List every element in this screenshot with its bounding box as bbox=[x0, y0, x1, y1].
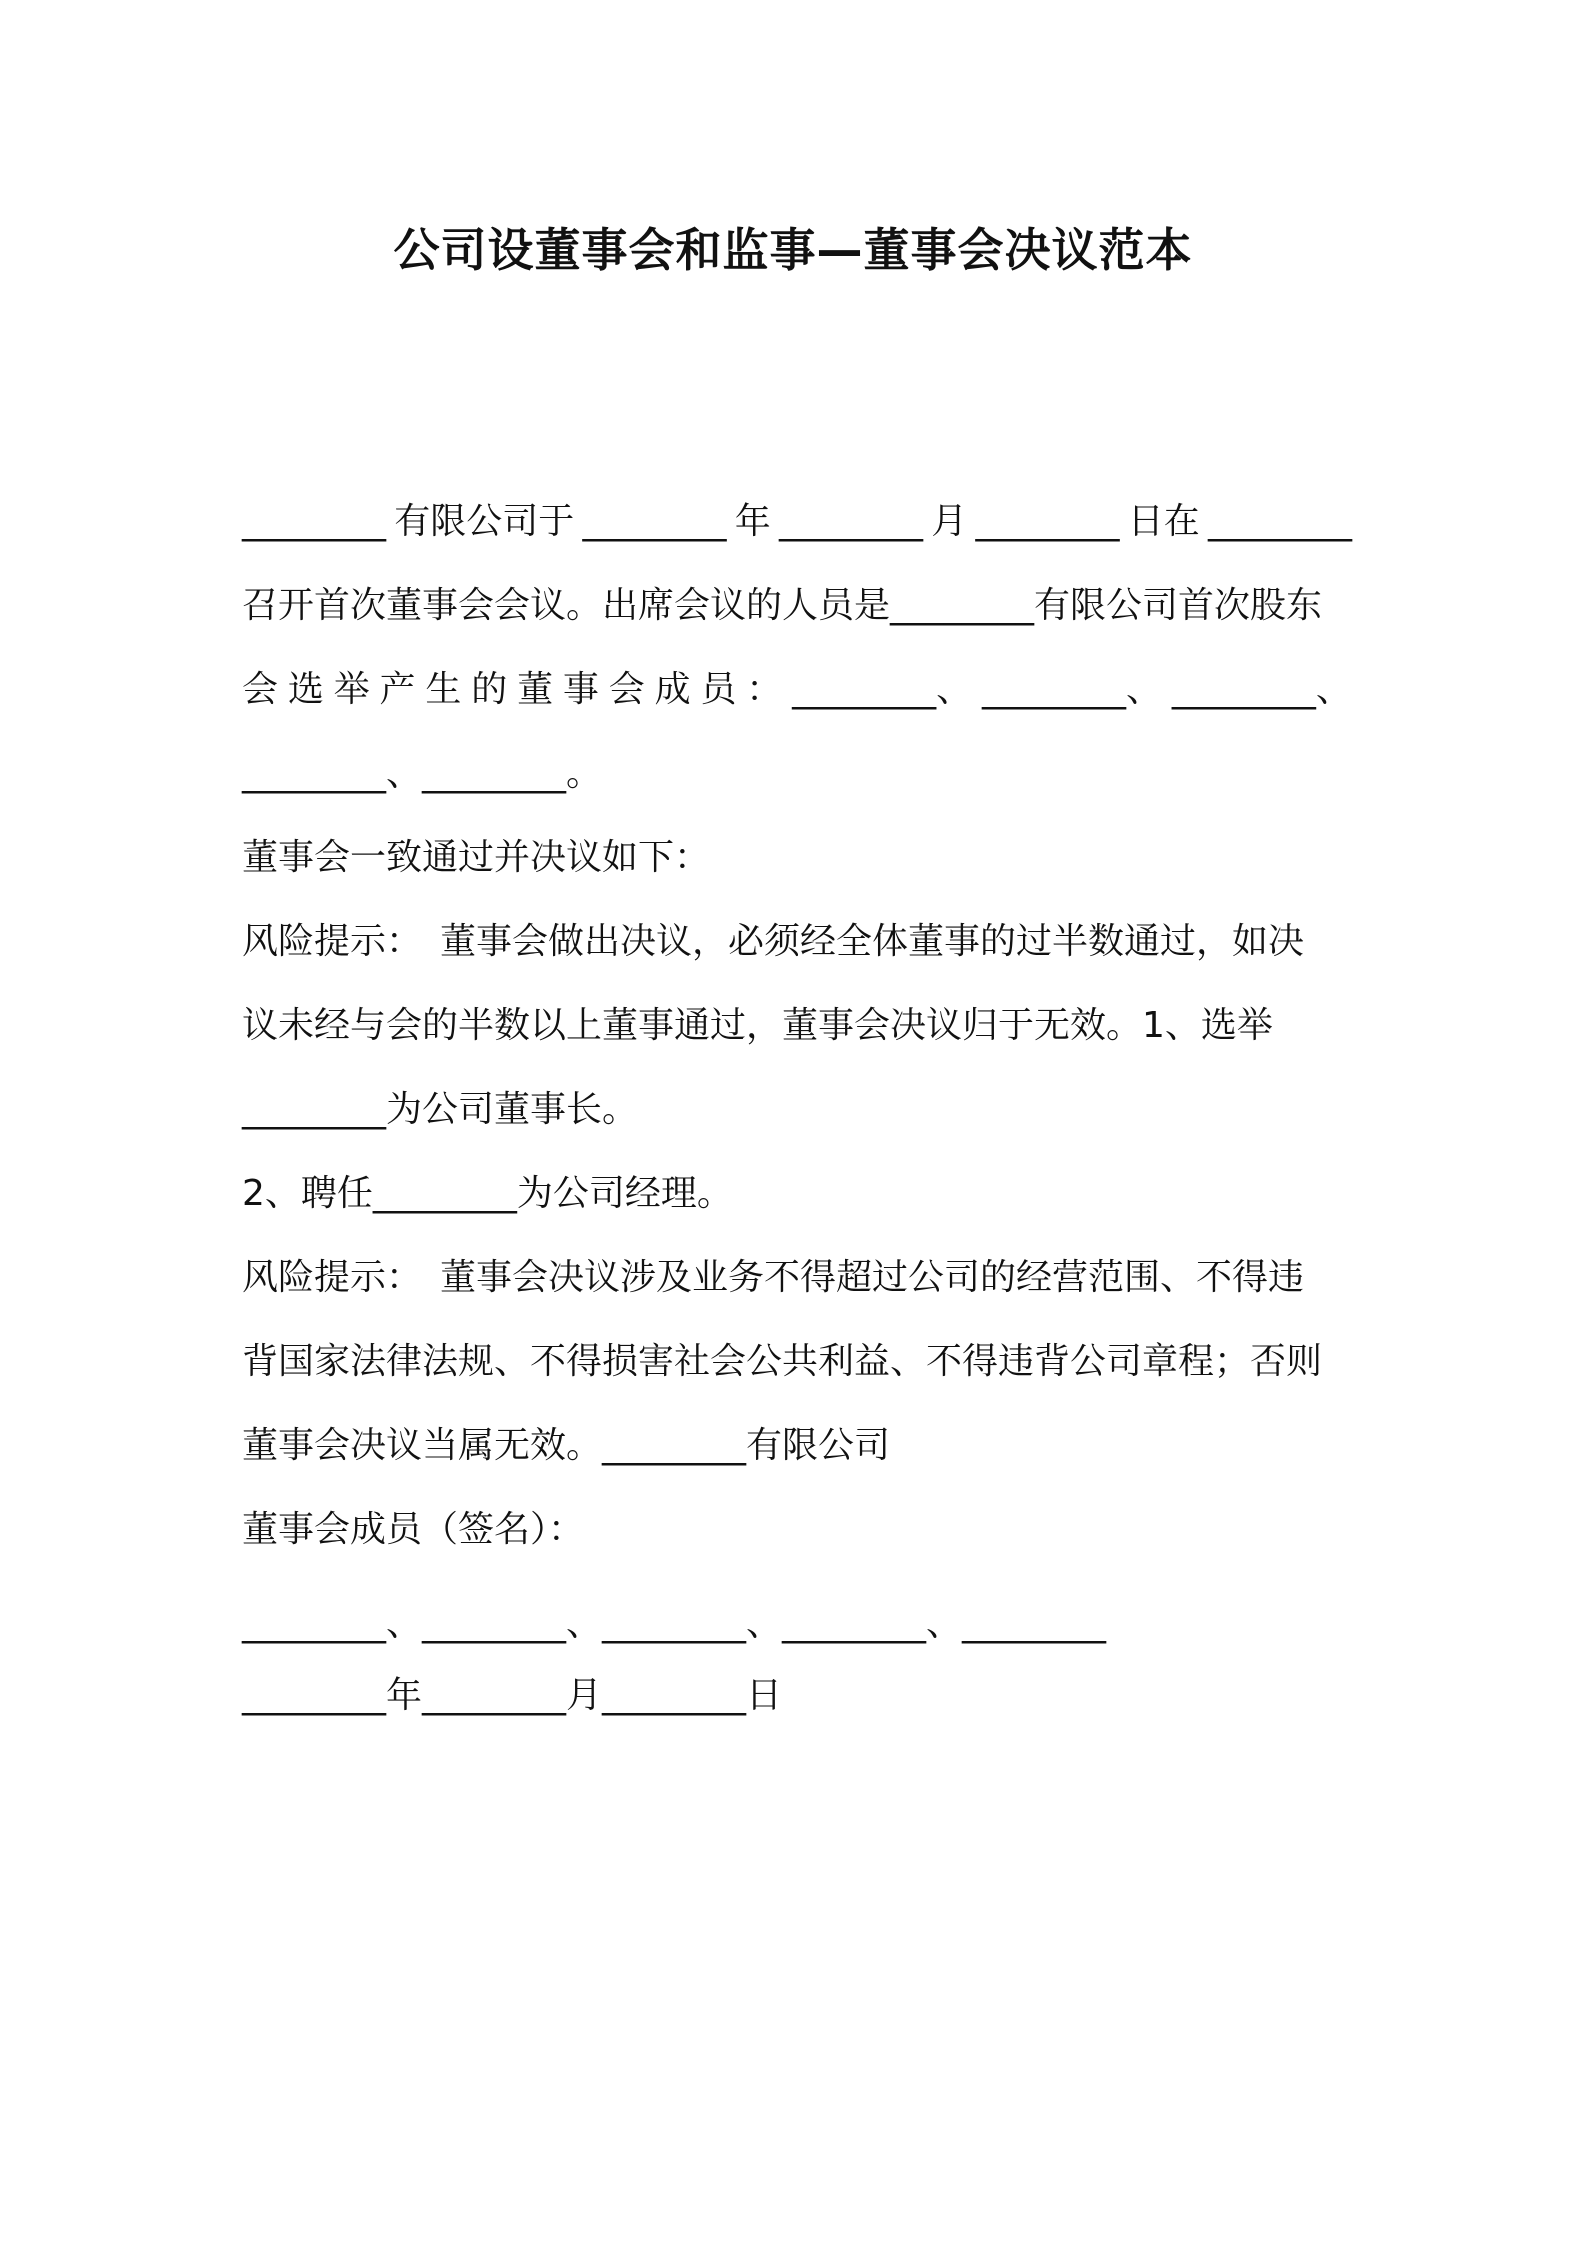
char: 的 bbox=[471, 669, 508, 710]
blank-year: ________ bbox=[582, 501, 727, 542]
risk-note-2-line-2: 背国家法律法规、不得损害社会公共利益、不得违背公司章程；否则 bbox=[242, 1341, 1323, 1382]
resolution-2-line: 2、聘任________为公司经理。 bbox=[242, 1173, 733, 1214]
char: 事 bbox=[562, 669, 599, 710]
char: ： bbox=[746, 669, 783, 710]
signature-heading: 董事会成员（签名）： bbox=[242, 1509, 585, 1550]
date-line: ________年________月________日 bbox=[242, 1675, 782, 1716]
document-title: 公司设董事会和监事—董事会决议范本 bbox=[393, 223, 1193, 277]
text-company: 有限公司于 bbox=[394, 501, 575, 542]
paragraph-line-3 bbox=[242, 668, 1352, 712]
char: 会 bbox=[242, 669, 279, 710]
blank-day: ________ bbox=[975, 501, 1120, 542]
blank-member: ________、 bbox=[1171, 669, 1352, 710]
paragraph-line-2: 召开首次董事会会议。出席会议的人员是________有限公司首次股东 bbox=[242, 585, 1323, 626]
text-day-at: 日在 bbox=[1127, 501, 1200, 542]
char: 举 bbox=[333, 669, 370, 710]
char: 会 bbox=[608, 669, 645, 710]
signature-blanks: ________、________、________、________、________ bbox=[242, 1603, 1106, 1644]
risk-note-2-line-1: 风险提示： 董事会决议涉及业务不得超过公司的经营范围、不得违 bbox=[242, 1257, 1305, 1298]
char: 员 bbox=[700, 669, 737, 710]
char: 选 bbox=[287, 669, 324, 710]
text-month: 月 bbox=[931, 501, 968, 542]
risk-note-2-line-3: 董事会决议当属无效。________有限公司 bbox=[242, 1425, 891, 1466]
char: 董 bbox=[517, 669, 554, 710]
paragraph-line-5: 董事会一致通过并决议如下： bbox=[242, 837, 711, 878]
blank-member: ________、 bbox=[981, 669, 1162, 710]
paragraph-line-1 bbox=[242, 500, 1352, 544]
blank-place: ________ bbox=[1207, 501, 1352, 542]
char: 产 bbox=[379, 669, 416, 710]
risk-note-1-line-2: 议未经与会的半数以上董事通过，董事会决议归于无效。1、选举 bbox=[242, 1005, 1273, 1046]
risk-note-1-line-1: 风险提示： 董事会做出决议，必须经全体董事的过半数通过，如决 bbox=[242, 921, 1305, 962]
resolution-1-line: ________为公司董事长。 bbox=[242, 1089, 639, 1130]
text-year: 年 bbox=[734, 501, 771, 542]
blank-month: ________ bbox=[778, 501, 923, 542]
paragraph-line-4: ________、________。 bbox=[242, 753, 602, 794]
blank-member: ________、 bbox=[792, 669, 973, 710]
blank-company: ________ bbox=[242, 501, 386, 542]
char: 生 bbox=[425, 669, 462, 710]
char: 成 bbox=[654, 669, 691, 710]
